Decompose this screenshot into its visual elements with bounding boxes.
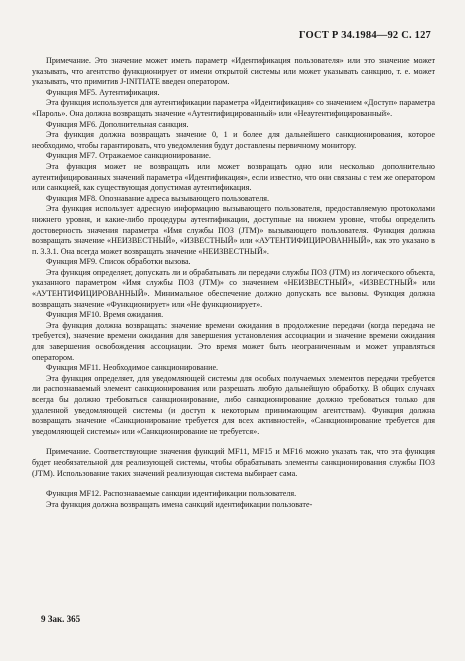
function-mf8-title: Функция MF8. Опознавание адреса вызывающего пользователя. <box>46 193 270 203</box>
function-mf7-text: Эта функция может не возвращать или может возвращать одно или несколько дополнительно аутентифицированных значений параметра «Идентификация», если известно, что они связаны с тем же оператором или санкцией, как существующая допустимая аутентификация. <box>32 161 435 193</box>
function-mf8-text: Эта функция использует адресную информацию вызывающего пользователя, предоставляемую протоколами нижнего уровня, и какие-либо процедуры аутентификации, доступные на нижнем уровне, чтобы определить достоверность значения параметра «Имя службы ПОЗ (JTM)» вызывающего пользователя. Функция должна возвращать значение «НЕИЗВЕСТНЫЙ», «ИЗВЕСТНЫЙ» или «АУТЕНТИФИЦИРОВАННЫЙ», как это указано в п. 3.3.1. Она всегда может возвращать значение «НЕИЗВЕСТНЫЙ». <box>32 204 435 256</box>
function-mf7-title: Функция MF7. Отражаемое санкционирование. <box>46 151 211 161</box>
function-mf5-text: Эта функция используется для аутентификации параметра «Идентификация» со значением «Доступ» параметра «Пароль». Она должна возвращать значение «Аутентифицированный» или «Неаутентифицированный». <box>32 98 435 118</box>
note-1: Примечание. Это значение может иметь параметр «Идентификация пользователя» или это значение может указывать, что агентство функционирует от имени открытой системы или может указывать санкцию, т. е. может указывать, что примитив J-INITIATE введен оператором. <box>32 56 435 87</box>
function-mf11-text: Эта функция определяет, для уведомляющей системы для особых получаемых элементов передачи требуется ли распознаваемый элемент санкционирования или разрешать любую дальнейшую обработку. В общих случаях всегда бы должно требоваться санкционирование, либо санкционирование должно требоваться только для удаленной уведомляющей системы (и доступ к некоторым принимающим агентствам). Функция должна возвращать значение «Санкционирование требуется для всех активностей», «Санкционирование требуется для уведомляющей системы» или «Санкционирование не требуется». <box>32 373 435 436</box>
function-mf10-text: Эта функция должна возвращать: значение времени ожидания в продолжение передачи (когда передача не требуется), значение времени ожидания для завершения установления ассоциации и значение времени ожидания для завершения освобождения ассоциации. Это время может быть неограниченным и может управляться оператором. <box>32 320 435 362</box>
page-footer: 9 Зак. 365 <box>41 614 81 624</box>
page-body <box>32 56 435 510</box>
function-mf9-title: Функция MF9. Список обработки вызова. <box>46 257 191 267</box>
function-mf10-title: Функция MF10. Время ожидания. <box>46 310 164 320</box>
note-2: Примечание. Соответствующие значения функций MF11, MF15 и MF16 можно указать так, что эта функция будет необязательной для реализующей системы, чтобы обрабатывать элементы санкционирования службы ПОЗ (JTM). Использование таких значений реализующая система выбирает сама. <box>32 447 435 478</box>
page-header: ГОСТ Р 34.1984—92 С. 127 <box>298 30 431 41</box>
function-mf11-title: Функция MF11. Необходимое санкционирование. <box>46 363 219 373</box>
function-mf9-text: Эта функция определяет, допускать ли и обрабатывать ли передачи службы ПОЗ (JTM) из логического объекта, указанного параметром «Имя службы ПОЗ (JTM)» со значением «НЕИЗВЕСТНЫЙ», «ИЗВЕСТНЫЙ» или «АУТЕНТИФИЦИРОВАННЫЙ». Минимальное обеспечение должно допускать все вызовы. Функция должна возвращать значение «Функционирует» или «Не функционирует». <box>32 267 435 309</box>
function-mf12-text: Эта функция должна возвращать имена санкций идентификации пользовате- <box>46 499 313 509</box>
function-mf6-title: Функция MF6. Дополнительная санкция. <box>46 119 189 129</box>
function-mf12-title: Функция MF12. Распознаваемые санкции идентификации пользователя. <box>46 489 297 499</box>
function-mf5-title: Функция MF5. Аутентификация. <box>46 87 160 97</box>
function-mf6-text: Эта функция должна возвращать значение 0, 1 и более для дальнейшего санкционирования, которое необходимо, чтобы гарантировать, что уведомления будут доставлены первичному монитору. <box>32 130 435 150</box>
